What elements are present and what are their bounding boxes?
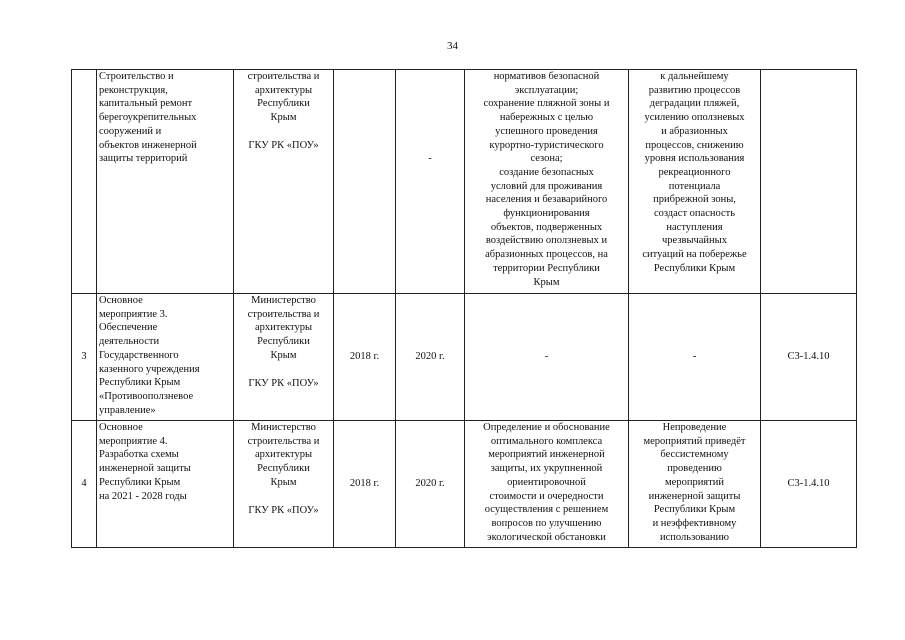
measure-name: Основное мероприятие 4. Разработка схемы инженерной защиты Республики Крым на 2021 - 2028 годы	[97, 421, 234, 548]
end-year: 2020 г.	[396, 421, 465, 548]
executor-cell	[234, 421, 334, 548]
indicator-code: С3-1.4.10	[761, 294, 857, 421]
start-year	[334, 70, 396, 294]
consequences: Непроведение мероприятий приведёт бессистемному проведению мероприятий инженерной защиты Республики Крым и неэффективному использованию	[629, 421, 761, 548]
expected-result: -	[465, 294, 629, 421]
indicator-code: С3-1.4.10	[761, 421, 857, 548]
table-row	[72, 70, 857, 294]
start-year: 2018 г.	[334, 294, 396, 421]
table-row	[72, 294, 857, 421]
end-year: -	[396, 70, 465, 294]
executor-ministry: строительства и архитектуры Республики Крым	[247, 71, 320, 124]
page-number: 34	[447, 40, 458, 52]
indicator-code	[761, 70, 857, 294]
end-year: 2020 г.	[396, 294, 465, 421]
executor-cell	[234, 294, 334, 421]
table-row	[72, 421, 857, 548]
measure-name: Основное мероприятие 3. Обеспечение деятельности Государственного казенного учреждения Республики Крым «Противооползневое управление»	[97, 294, 234, 421]
measures-table	[71, 69, 857, 548]
executor-agency: ГКУ РК «ПОУ»	[248, 139, 319, 151]
start-year: 2018 г.	[334, 421, 396, 548]
executor-cell	[234, 70, 334, 294]
executor-ministry: Министерство строительства и архитектуры Республики Крым	[247, 295, 320, 361]
expected-result: нормативов безопасной эксплуатации; сохранение пляжной зоны и набережных с целью успешного проведения курортно-туристического сезона; создание безопасных условий для проживания населения и безаварийного функционирования объектов, подверженных воздействию оползневых и абразионных процессов, на территории Республики Крым	[465, 70, 629, 294]
executor-agency: ГКУ РК «ПОУ»	[248, 377, 319, 389]
executor-agency: ГКУ РК «ПОУ»	[248, 504, 319, 516]
consequences: -	[629, 294, 761, 421]
measure-name: Строительство и реконструкция, капитальный ремонт берегоукрепительных сооружений и объектов инженерной защиты территорий	[97, 70, 234, 294]
expected-result: Определение и обоснование оптимального комплекса мероприятий инженерной защиты, их укрупненной ориентировочной стоимости и очередности осуществления с решением вопросов по улучшению экологической обстановки	[465, 421, 629, 548]
executor-ministry: Министерство строительства и архитектуры Республики Крым	[247, 422, 320, 488]
row-number: 4	[72, 421, 97, 548]
row-number: 3	[72, 294, 97, 421]
row-number	[72, 70, 97, 294]
consequences: к дальнейшему развитию процессов деградации пляжей, усилению оползневых и абразионных процессов, снижению уровня использования рекреационного потенциала прибрежной зоны, создаст опасность наступления чрезвычайных ситуаций на побережье Республики Крым	[629, 70, 761, 294]
